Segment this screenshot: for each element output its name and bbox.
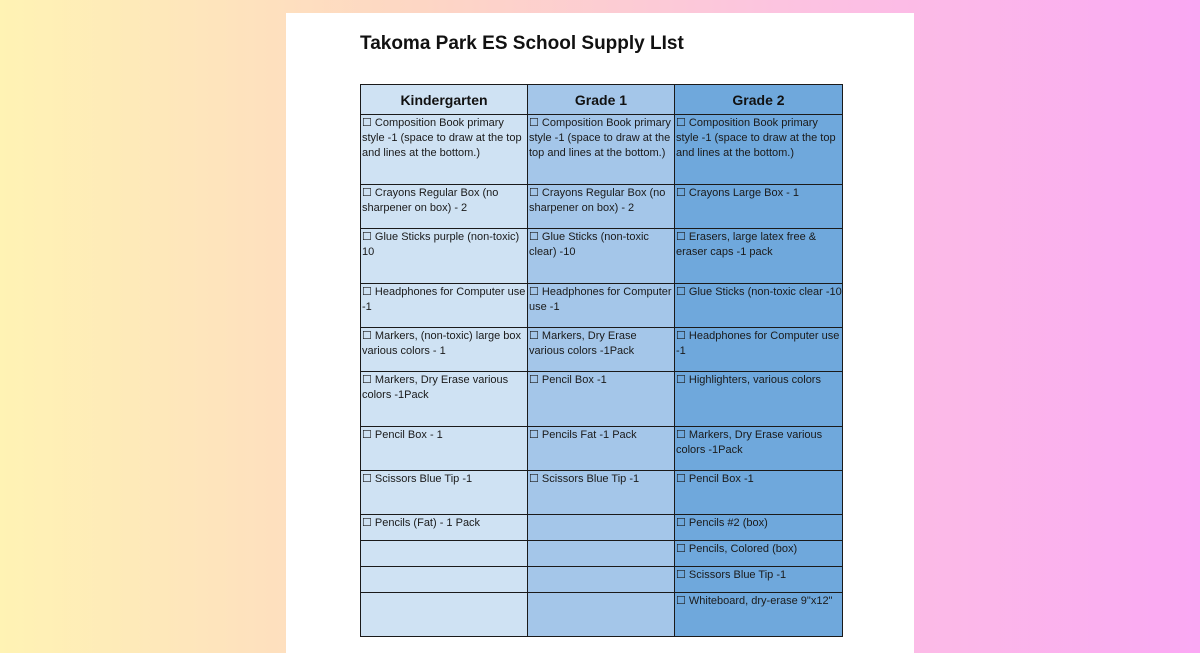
table-row — [361, 284, 843, 328]
table-cell — [528, 541, 675, 567]
table-cell: ☐ Glue Sticks (non-toxic clear) -10 — [528, 229, 675, 284]
table-row — [361, 427, 843, 471]
table-row — [361, 229, 843, 284]
table-cell: ☐ Scissors Blue Tip -1 — [528, 471, 675, 515]
column-header-grade-1: Grade 1 — [528, 85, 675, 115]
table-row — [361, 185, 843, 229]
table-header-row — [361, 85, 843, 115]
column-header-kindergarten: Kindergarten — [361, 85, 528, 115]
table-cell: ☐ Composition Book primary style -1 (space to draw at the top and lines at the bottom.) — [361, 115, 528, 185]
column-header-grade-2: Grade 2 — [675, 85, 843, 115]
table-cell: ☐ Pencils Fat -1 Pack — [528, 427, 675, 471]
table-cell: ☐ Scissors Blue Tip -1 — [675, 567, 843, 593]
table-row — [361, 541, 843, 567]
table-row — [361, 567, 843, 593]
table-cell: ☐ Crayons Regular Box (no sharpener on box) - 2 — [361, 185, 528, 229]
table-cell — [528, 515, 675, 541]
table-row — [361, 515, 843, 541]
table-cell: ☐ Crayons Large Box - 1 — [675, 185, 843, 229]
table-cell: ☐ Markers, (non-toxic) large box various colors - 1 — [361, 328, 528, 372]
table-row — [361, 328, 843, 372]
table-cell — [361, 567, 528, 593]
table-cell: ☐ Markers, Dry Erase various colors -1Pack — [361, 372, 528, 427]
table-cell: ☐ Markers, Dry Erase various colors -1Pack — [675, 427, 843, 471]
document-title: Takoma Park ES School Supply LIst — [360, 33, 684, 54]
table-cell — [528, 567, 675, 593]
table-cell: ☐ Composition Book primary style -1 (space to draw at the top and lines at the bottom.) — [528, 115, 675, 185]
table-row — [361, 372, 843, 427]
table-row — [361, 471, 843, 515]
table-cell: ☐ Pencil Box - 1 — [361, 427, 528, 471]
table-cell: ☐ Pencils, Colored (box) — [675, 541, 843, 567]
table-cell: ☐ Composition Book primary style -1 (space to draw at the top and lines at the bottom.) — [675, 115, 843, 185]
table-cell: ☐ Erasers, large latex free & eraser caps -1 pack — [675, 229, 843, 284]
table-cell: ☐ Scissors Blue Tip -1 — [361, 471, 528, 515]
table-cell: ☐ Markers, Dry Erase various colors -1Pack — [528, 328, 675, 372]
table-cell: ☐ Glue Sticks (non-toxic clear -10 — [675, 284, 843, 328]
document-page — [286, 13, 914, 653]
table-cell: ☐ Headphones for Computer use -1 — [675, 328, 843, 372]
table-row — [361, 115, 843, 185]
table-cell: ☐ Headphones for Computer use -1 — [528, 284, 675, 328]
table-cell: ☐ Crayons Regular Box (no sharpener on box) - 2 — [528, 185, 675, 229]
table-cell: ☐ Headphones for Computer use -1 — [361, 284, 528, 328]
table-cell: ☐ Pencils #2 (box) — [675, 515, 843, 541]
supply-list-table — [360, 84, 843, 637]
table-cell: ☐ Pencil Box -1 — [675, 471, 843, 515]
table-cell: ☐ Whiteboard, dry-erase 9"x12" — [675, 593, 843, 637]
table-cell: ☐ Pencil Box -1 — [528, 372, 675, 427]
table-cell: ☐ Highlighters, various colors — [675, 372, 843, 427]
table-cell: ☐ Pencils (Fat) - 1 Pack — [361, 515, 528, 541]
table-cell — [361, 541, 528, 567]
table-cell: ☐ Glue Sticks purple (non-toxic) 10 — [361, 229, 528, 284]
